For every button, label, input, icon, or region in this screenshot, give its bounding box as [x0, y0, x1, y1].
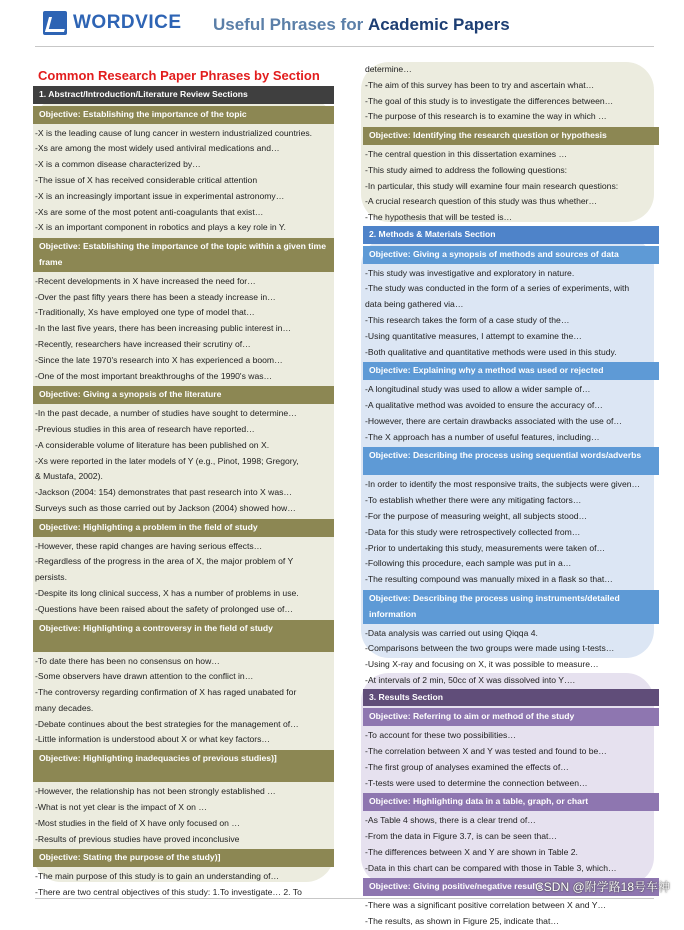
phrase-line: -The aim of this survey has been to try and ascertain what…	[365, 79, 595, 90]
phrase-line: -The goal of this study is to investigate the differences between…	[365, 95, 614, 106]
phrase-list	[33, 274, 334, 385]
phrase-line: Surveys such as those carried out by Jackson (2004) showed how…	[35, 502, 296, 513]
phrase-line: -The first group of analyses examined the effects of…	[365, 761, 569, 772]
phrase-line: -The resulting compound was manually mixed in a flask so that…	[365, 574, 613, 585]
phrase-line: -Recently, researchers have increased their scrutiny of…	[35, 338, 251, 349]
phrase-line: -One of the most important breakthroughs of the 1990's was…	[35, 370, 273, 381]
main-title: Common Research Paper Phrases by Section	[38, 68, 320, 83]
phrase-line: -To account for these two possibilities…	[365, 730, 516, 741]
objective-heading: Objective: Describing the process using instruments/detailed information	[363, 590, 659, 624]
phrase-line: -The differences between X and Y are shown in Table 2.	[365, 846, 578, 857]
section-heading-results: 3. Results Section	[363, 689, 659, 707]
phrase-line: -The purpose of this research is to examine the way in which …	[365, 111, 607, 122]
phrase-list	[363, 626, 659, 689]
objective-heading: Objective: Highlighting data in a table, graph, or chart	[363, 793, 659, 811]
phrase-line: -In the last five years, there has been increasing public interest in…	[35, 323, 292, 334]
phrase-line: -In order to identify the most responsive traits, the subjects were given…	[365, 479, 641, 490]
objective-heading: Objective: Establishing the importance of the topic	[33, 106, 334, 124]
objective-heading: Objective: Stating the purpose of the study)]	[33, 849, 334, 867]
phrase-line: determine…	[365, 64, 412, 74]
wordvice-logo-icon	[43, 11, 67, 35]
phrase-line: -In particular, this study will examine four main research questions:	[365, 180, 619, 191]
phrase-line: persists.	[35, 572, 67, 583]
phrase-list	[33, 869, 334, 901]
objective-heading: Objective: Establishing the importance of the topic within a given time frame	[33, 238, 334, 272]
phrase-line: -A qualitative method was avoided to ensure the accuracy of…	[365, 399, 603, 410]
phrase-line: -For the purpose of measuring weight, all subjects stood…	[365, 510, 588, 521]
objective-heading: Objective: Highlighting a problem in the field of study	[33, 519, 334, 537]
phrase-line: -At intervals of 2 min, 50cc of X was dissolved into Y….	[365, 674, 576, 685]
phrase-line: -Comparisons between the two groups were made using t-tests…	[365, 643, 615, 654]
phrase-list	[33, 654, 334, 749]
objective-heading: Objective: Referring to aim or method of the study	[363, 708, 659, 726]
phrase-line: -Some observers have drawn attention to the conflict in…	[35, 671, 254, 682]
phrase-line: -Using quantitative measures, I attempt to examine the…	[365, 330, 582, 341]
phrase-line: -The main purpose of this study is to gain an understanding of…	[35, 871, 280, 882]
phrase-line: -A considerable volume of literature has been published on X.	[35, 439, 270, 450]
phrase-line: -T-tests were used to determine the connection between…	[365, 777, 588, 788]
phrase-line: data being gathered via…	[365, 299, 464, 310]
phrase-list	[33, 539, 334, 618]
objective-heading: Objective: Identifying the research question or hypothesis	[363, 127, 659, 145]
phrase-line: -A longitudinal study was used to allow a wider sample of…	[365, 384, 591, 395]
phrase-line: -The results, as shown in Figure 25, indicate that…	[365, 916, 559, 927]
objective-heading: Objective: Giving a synopsis of methods and sources of data	[363, 246, 659, 264]
phrase-line: -However, there are certain drawbacks associated with the use of…	[365, 415, 622, 426]
phrase-line: -The central question in this dissertation examines …	[365, 148, 568, 159]
phrase-line: -From the data in Figure 3.7, is can be seen that…	[365, 831, 558, 842]
phrase-line: -X is a common disease characterized by…	[35, 159, 201, 170]
objective-heading: Objective: Giving positive/negative results	[363, 878, 659, 896]
phrase-line: -Since the late 1970's research into X has experienced a boom…	[35, 354, 283, 365]
phrase-line: -To date there has been no consensus on how…	[35, 655, 220, 666]
left-column	[33, 86, 334, 901]
phrase-list	[363, 813, 659, 876]
phrase-list	[33, 406, 334, 517]
phrase-list	[33, 784, 334, 847]
phrase-line: -Questions have been raised about the safety of prolonged use of…	[35, 603, 293, 614]
phrase-line: -The controversy regarding confirmation of X has raged unabated for	[35, 687, 297, 698]
objective-heading: Objective: Describing the process using sequential words/adverbs	[363, 447, 659, 475]
section-heading-intro: 1. Abstract/Introduction/Literature Review Sections	[33, 86, 334, 104]
phrase-line: -However, these rapid changes are having serious effects…	[35, 540, 263, 551]
phrase-line: -Xs are some of the most potent anti-coagulants that exist…	[35, 206, 264, 217]
phrase-list	[363, 62, 659, 125]
phrase-line: -Over the past fifty years there has been a steady increase in…	[35, 291, 276, 302]
objective-heading: Objective: Explaining why a method was used or rejected	[363, 362, 659, 380]
phrase-line: -Data analysis was carried out using Qiqqa 4.	[365, 627, 538, 638]
phrase-line: -The correlation between X and Y was tested and found to be…	[365, 746, 607, 757]
phrase-list	[363, 266, 659, 361]
phrase-line: -Previous studies in this area of research have reported…	[35, 423, 255, 434]
phrase-line: & Mustafa, 2002).	[35, 471, 103, 482]
phrase-line: -To establish whether there were any mitigating factors…	[365, 495, 582, 506]
phrase-line: -Prior to undertaking this study, measurements were taken of…	[365, 542, 606, 553]
phrase-line: -Most studies in the field of X have only focused on …	[35, 817, 240, 828]
phrase-line: -Despite its long clinical success, X has a number of problems in use.	[35, 587, 299, 598]
phrase-line: -There was a significant positive correlation between X and Y…	[365, 900, 607, 911]
phrase-line: -Data in this chart can be compared with those in Table 3, which…	[365, 862, 617, 873]
phrase-list	[33, 126, 334, 237]
phrase-list	[363, 477, 659, 588]
phrase-line: -The X approach has a number of useful features, including…	[365, 431, 600, 442]
footer-divider	[35, 898, 654, 899]
phrase-line: -This study was investigative and exploratory in nature.	[365, 267, 575, 278]
logo-text: WORDVICE	[73, 12, 182, 33]
watermark: CSDN @附学路18号车神	[535, 880, 670, 894]
title-prefix: Useful Phrases for	[213, 15, 368, 34]
phrase-line: -Both qualitative and quantitative methods were used in this study.	[365, 346, 617, 357]
phrase-line: -Data for this study were retrospectively collected from…	[365, 526, 581, 537]
phrase-line: -Traditionally, Xs have employed one type of model that…	[35, 307, 255, 318]
phrase-line: -This research takes the form of a case study of the…	[365, 314, 570, 325]
phrase-line: -X is the leading cause of lung cancer in western industrialized countries.	[35, 127, 313, 138]
phrase-line: -Xs were reported in the later models of Y (e.g., Pinot, 1998; Gregory,	[35, 455, 299, 466]
phrase-line: many decades.	[35, 702, 94, 713]
phrase-line: -In the past decade, a number of studies have sought to determine…	[35, 408, 297, 419]
phrase-list	[363, 728, 659, 791]
phrase-list	[363, 147, 659, 226]
phrase-line: -A crucial research question of this study was thus whether…	[365, 196, 598, 207]
header-divider	[35, 46, 654, 47]
phrase-line: -As Table 4 shows, there is a clear trend of…	[365, 815, 536, 826]
phrase-line: -Regardless of the progress in the area of X, the major problem of Y	[35, 556, 294, 567]
logo	[43, 11, 182, 35]
phrase-line: -However, the relationship has not been strongly established …	[35, 786, 276, 797]
phrase-line: -Jackson (2004: 154) demonstrates that past research into X was…	[35, 487, 292, 498]
right-column	[363, 62, 659, 930]
phrase-line: -Xs are among the most widely used antiviral medications and…	[35, 143, 280, 154]
phrase-line: -Following this procedure, each sample was put in a…	[365, 558, 572, 569]
objective-heading: Objective: Giving a synopsis of the literature	[33, 386, 334, 404]
phrase-line: -X is an important component in robotics and plays a key role in Y.	[35, 222, 286, 233]
phrase-line: -Recent developments in X have increased the need for…	[35, 275, 256, 286]
title-main: Academic Papers	[367, 15, 510, 34]
phrase-line: -The hypothesis that will be tested is…	[365, 212, 513, 223]
phrase-line: -The issue of X has received considerable critical attention	[35, 174, 258, 185]
phrase-line: -Results of previous studies have proved inconclusive	[35, 833, 240, 844]
phrase-line: -Little information is understood about X or what key factors…	[35, 734, 271, 745]
phrase-line: -Debate continues about the best strategies for the management of…	[35, 718, 299, 729]
header	[0, 0, 684, 48]
objective-heading: Objective: Highlighting inadequacies of previous studies)]	[33, 750, 334, 782]
objective-heading: Objective: Highlighting a controversy in the field of study	[33, 620, 334, 652]
phrase-line: -There are two central objectives of this study: 1.To investigate… 2. To	[35, 887, 302, 898]
phrase-line: -Using X-ray and focusing on X, it was possible to measure…	[365, 659, 599, 670]
phrase-list	[363, 382, 659, 445]
phrase-line: -This study aimed to address the following questions:	[365, 164, 568, 175]
section-heading-methods: 2. Methods & Materials Section	[363, 226, 659, 244]
phrase-line: -The study was conducted in the form of a series of experiments, with	[365, 283, 630, 294]
phrase-line: -X is an increasingly important issue in experimental astronomy…	[35, 190, 285, 201]
page-title	[213, 15, 510, 35]
phrase-line: -What is not yet clear is the impact of X on …	[35, 802, 207, 813]
